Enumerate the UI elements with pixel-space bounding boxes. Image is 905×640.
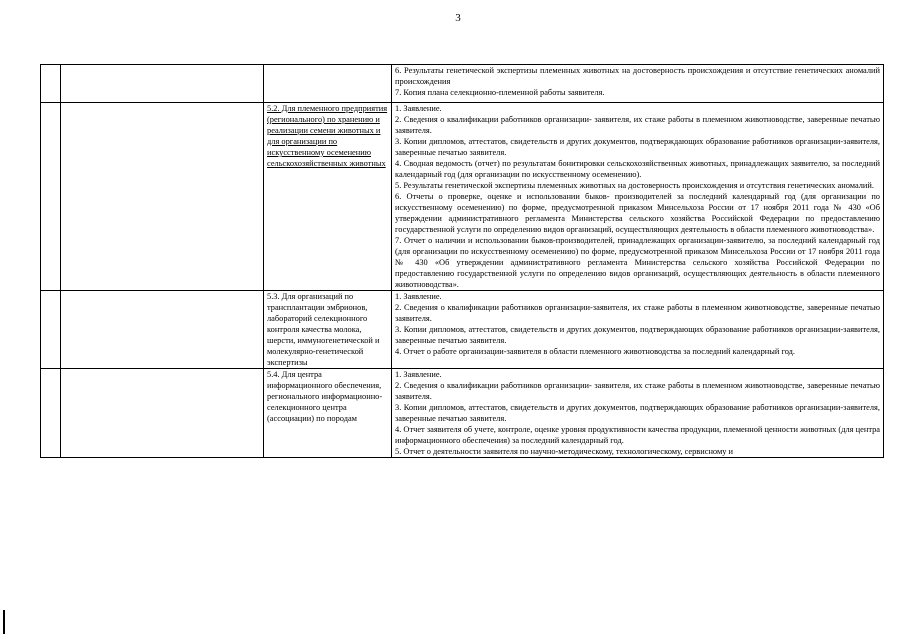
list-item: 7. Отчет о наличии и использовании быков-производителей, принадлежащих организации-заявителю, за последний календарный год (для организации по искусственному осеменению) по форме, предусмотренной приказом Минсельхоза России от 17 ноября 2011 года № 430 «Об утверждении административного регламента Министерства сельского хозяйства Российской Федерации по предоставлению государственной услуги по определению видов организаций, осуществляющих деятельность в области племенного животноводства». — [395, 236, 880, 289]
table-row — [41, 369, 884, 458]
requirements-table — [40, 64, 884, 458]
documents-cell — [392, 103, 884, 291]
documents-cell — [392, 65, 884, 103]
empty-cell-name — [61, 103, 264, 291]
list-item: 4. Отчет о работе организации-заявителя в области племенного животноводства за последний календарный год. — [395, 347, 796, 356]
empty-cell-number — [41, 103, 61, 291]
empty-cell-name — [61, 65, 264, 103]
empty-cell-name — [61, 369, 264, 458]
empty-cell-name — [61, 291, 264, 369]
scan-margin-mark — [3, 610, 5, 634]
empty-cell-number — [41, 369, 61, 458]
list-item: 4. Сводная ведомость (отчет) по результатам бонитировки сельскохозяйственных животных, принадлежащих заявителю, за последний календарный год (для организации по искусственному осеменению). — [395, 159, 880, 179]
list-item: 5. Отчет о деятельности заявителя по научно-методическому, технологическому, сервисному и — [395, 447, 734, 456]
category-label: 5.4. Для центра информационного обеспечения, регионального информационно-селекционного центра (ассоциации) по породам — [267, 370, 383, 423]
documents-cell — [392, 369, 884, 458]
list-item: 1. Заявление. — [395, 104, 442, 113]
list-item: 3. Копии дипломов, аттестатов, свидетельств и других документов, подтверждающих образование работников организации-заявителя, заверенные печатью заявителя. — [395, 137, 880, 157]
list-item: 2. Сведения о квалификации работников организации- заявителя, их стаже работы в племенном животноводстве, заверенные печатью заявителя. — [395, 115, 880, 135]
page-number: 3 — [455, 12, 461, 24]
list-item: 3. Копии дипломов, аттестатов, свидетельств и других документов, подтверждающих образование работников организации-заявителя, заверенные печатью заявителя. — [395, 403, 880, 423]
list-item: 7. Копия плана селекционно-племенной работы заявителя. — [395, 88, 605, 97]
list-item: 6. Отчеты о проверке, оценке и использовании быков- производителей за последний календарный год (для организации по искусственному осеменению) по форме, предусмотренной приказом Минсельхоза России от 17 ноября 2011 года № 430 «Об утверждении административного регламента Министерства сельского хозяйства Российской Федерации по предоставлению государственной услуги по определению видов организаций, осуществляющих деятельность в области племенного животноводства». — [395, 192, 880, 234]
category-cell — [264, 369, 392, 458]
list-item: 3. Копии дипломов, аттестатов, свидетельств и других документов, подтверждающих образование работников организации-заявителя, заверенные печатью заявителя. — [395, 325, 880, 345]
list-item: 2. Сведения о квалификации работников организации-заявителя, их стаже работы в племенном животноводстве, заверенные печатью заявителя. — [395, 303, 880, 323]
documents-cell — [392, 291, 884, 369]
empty-cell-number — [41, 65, 61, 103]
empty-cell-number — [41, 291, 61, 369]
list-item: 1. Заявление. — [395, 292, 442, 301]
category-cell — [264, 291, 392, 369]
list-item: 5. Результаты генетической экспертизы племенных животных на достоверность происхождения и отсутствия генетических аномалий. — [395, 181, 874, 190]
category-label: 5.2. Для племенного предприятия (регионального) по хранению и реализации семени животных и для организации по искусственному осеменению сельскохозяйственных животных — [267, 104, 388, 168]
table-row — [41, 291, 884, 369]
list-item: 6. Результаты генетической экспертизы племенных животных на достоверность происхождения и отсутствие генетических аномалий происхождения — [395, 66, 880, 86]
list-item: 1. Заявление. — [395, 370, 442, 379]
category-label: 5.3. Для организаций по трансплантации эмбрионов, лабораторий селекционного контроля качества молока, шерсти, иммуногенетической и молекулярно-генетической экспертизы — [267, 292, 380, 367]
category-cell — [264, 103, 392, 291]
list-item: 4. Отчет заявителя об учете, контроле, оценке уровня продуктивности качества продукции, племенной ценности животных (для центра информационного обеспечения) за последний календарный год. — [395, 425, 880, 445]
category-cell — [264, 65, 392, 103]
list-item: 2. Сведения о квалификации работников организации- заявителя, их стаже работы в племенном животноводстве, заверенные печатью заявителя. — [395, 381, 880, 401]
table-row — [41, 65, 884, 103]
table-row — [41, 103, 884, 291]
